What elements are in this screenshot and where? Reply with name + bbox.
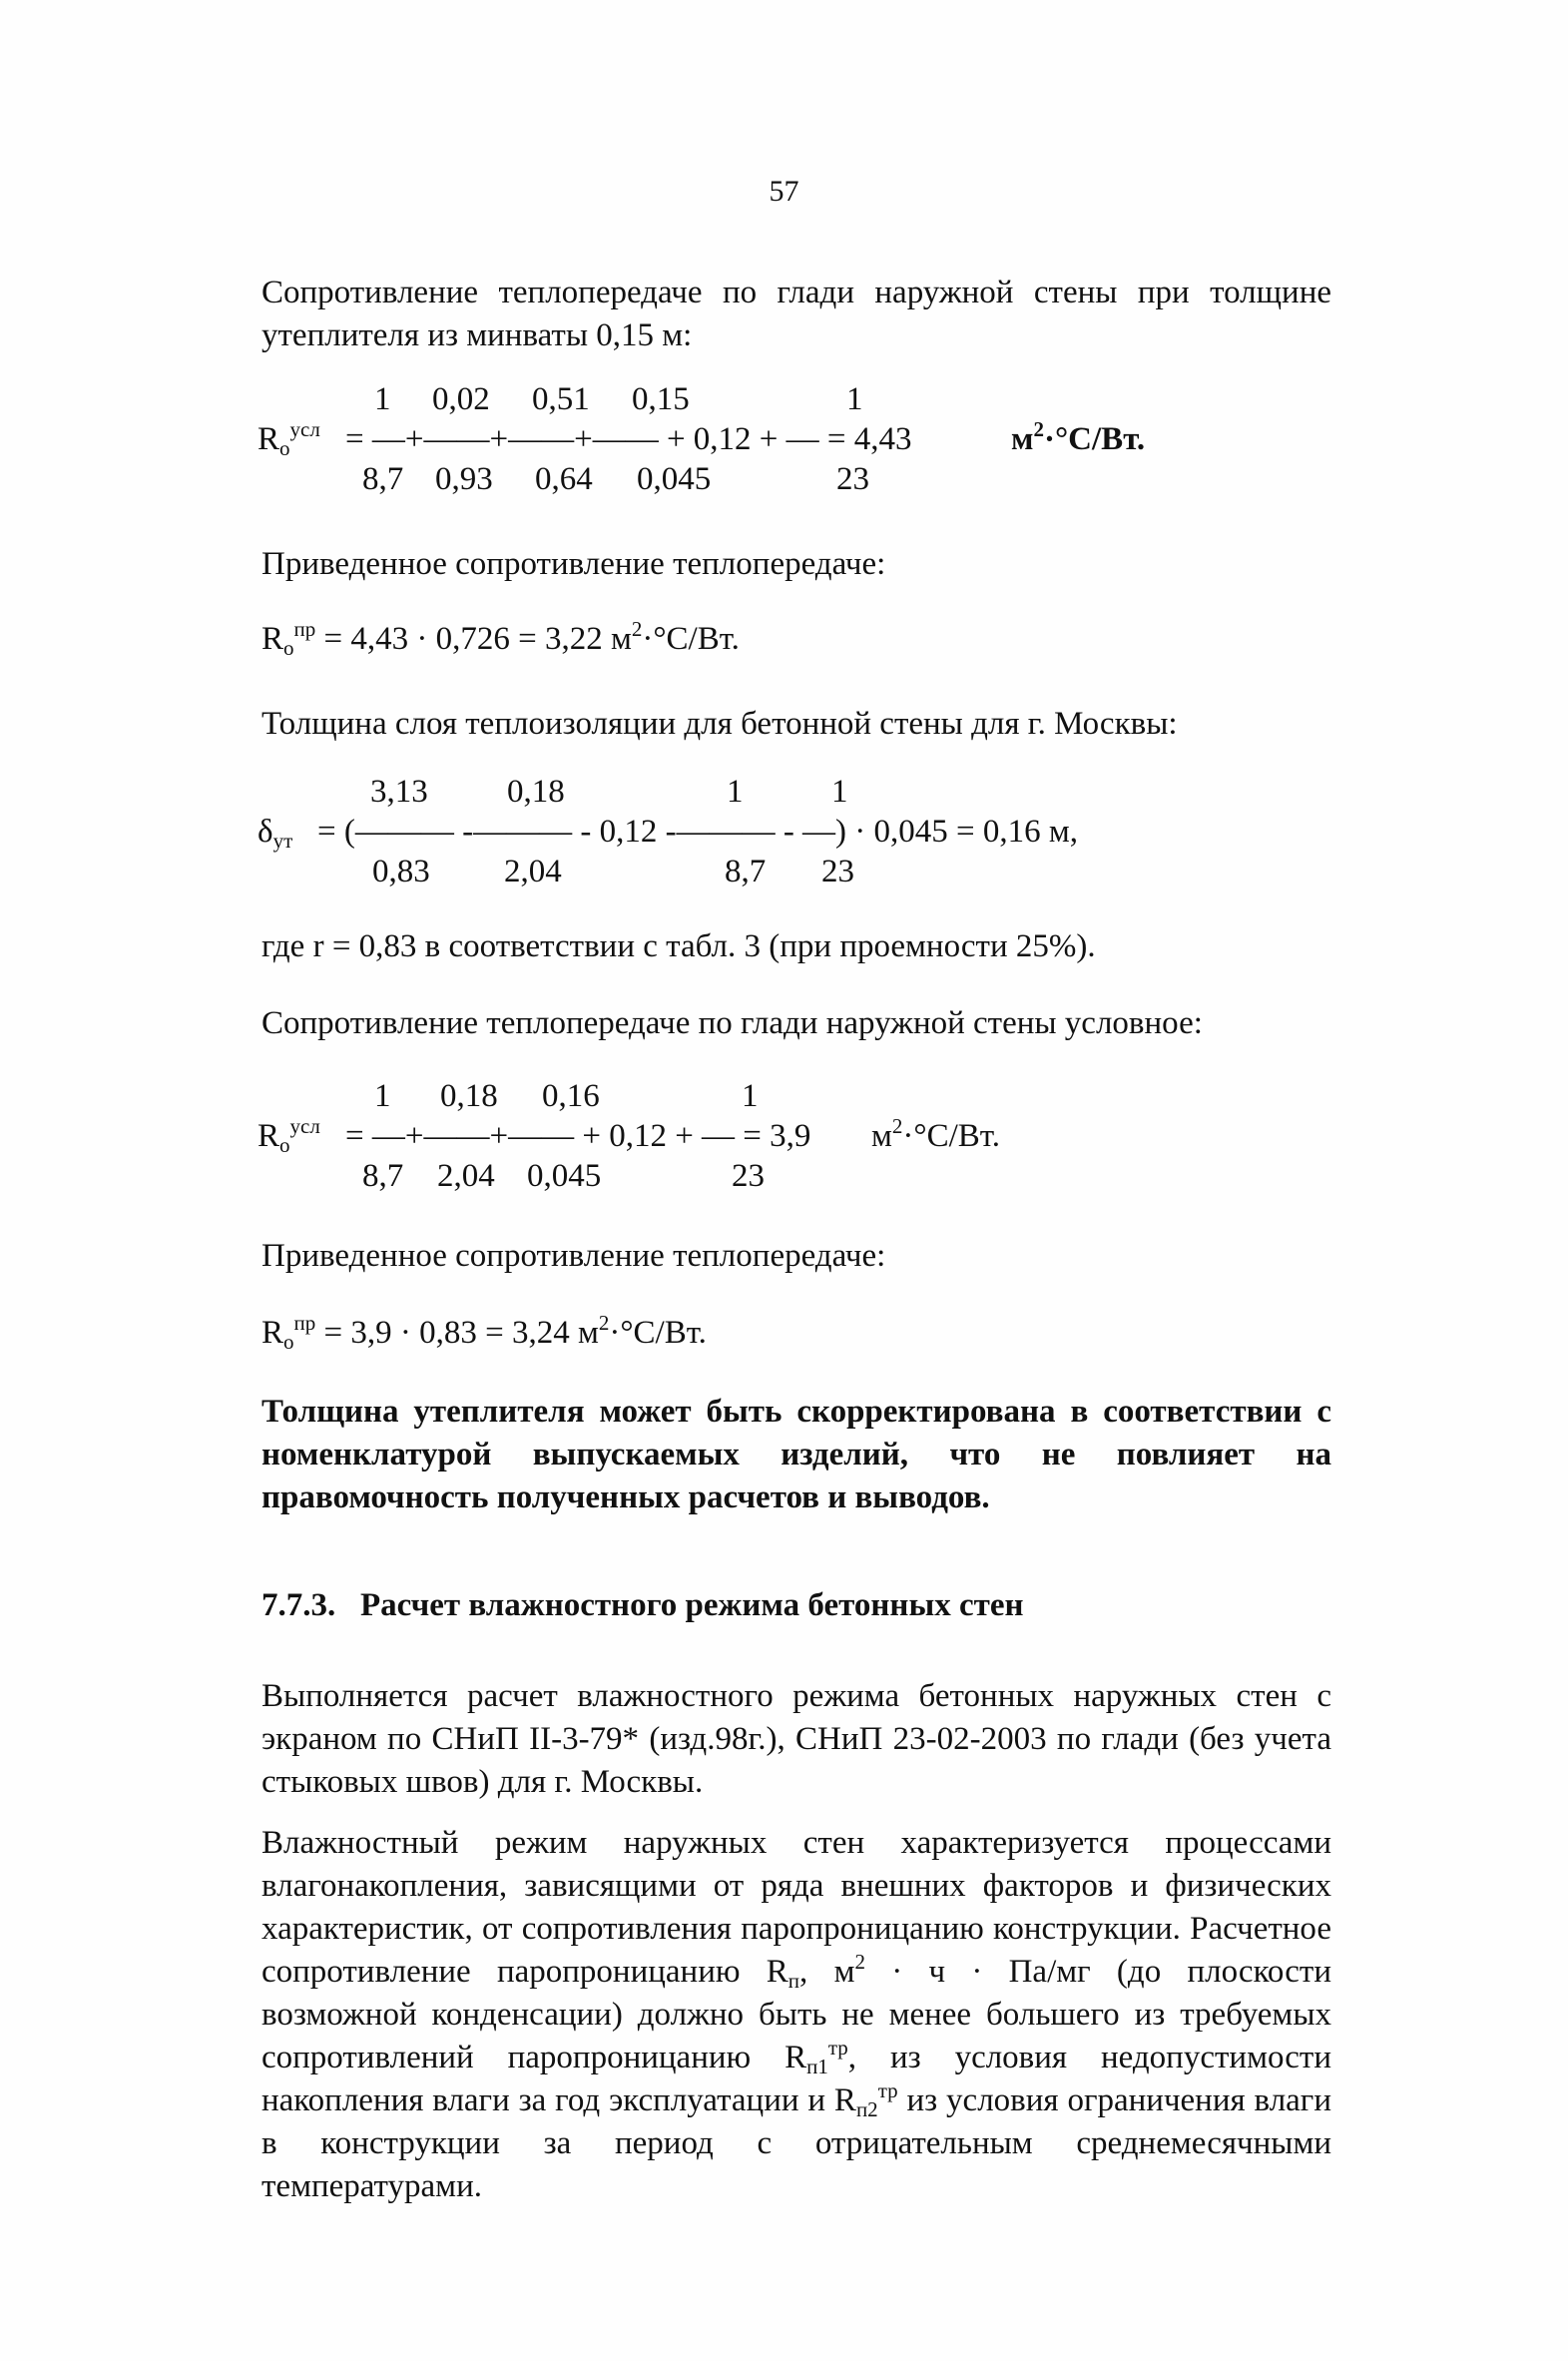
eq3-den-1: 0,83 (372, 854, 430, 889)
eq4-unit: $м^2\cdot^\circ С/Вт$. (871, 1114, 1000, 1154)
eq4-num-3: 0,16 (542, 1078, 600, 1114)
eq3-den-4: 23 (821, 854, 854, 889)
eq3-den-2: 2,04 (504, 854, 562, 889)
eq1-num-4: 0,15 (632, 381, 690, 417)
paragraph-9: Влажностный режим наружных стен характеризуется процессами влагонакопления, зависящими от ряда внешних факторов и физических характеристик, от сопротивления паропроницанию конструкции. Расчетное сопротивление паропроницанию $R_п$, $м^2 \cdot ч \cdot Па/мг$ (до плоскости возможной конденсации) должно быть не менее большего из требуемых сопротивлений паропроницанию $R_{п1}^{тр}$, из условия недопустимости накопления влаги за год эксплуатации и $R_{п2}^{тр}$ из условия ограничения влаги в конструкции за период с отрицательным среднемесячными температурами. (261, 1825, 1332, 2204)
eq1-den-2: 0,93 (435, 461, 493, 497)
eq1-den-3: 0,64 (535, 461, 593, 497)
paragraph-6: Приведенное сопротивление теплопередаче: (261, 1238, 886, 1274)
eq4-lhs: $R_o^{усл}$ (258, 1114, 320, 1157)
eq1-num-1: 1 (374, 381, 391, 417)
paragraph-7: Толщина утеплителя может быть скорректирована в соответствии с номенклатурой выпускаемых изделий, что не повлияет на правомочность полученных расчетов и выводов. (261, 1394, 1331, 1515)
eq3-operators: = (——— -——— - 0,12 -——— - —) · 0,045 = 0,16 м, (317, 814, 1079, 850)
paragraph-4: где r = 0,83 в соответствии с табл. 3 (при проемности 25%). (261, 928, 1096, 964)
eq1-den-5: 23 (836, 461, 869, 497)
eq1-num-5: 1 (846, 381, 863, 417)
eq1-lhs: $R_o^{усл}$ (258, 417, 320, 460)
page-number: 57 (769, 175, 799, 208)
eq4-den-2: 2,04 (437, 1158, 495, 1194)
equation-r-usl-1 (258, 381, 1156, 511)
eq4-den-3: 0,045 (527, 1158, 602, 1194)
eq3-num-1: 3,13 (370, 774, 428, 810)
eq3-num-3: 1 (727, 774, 744, 810)
eq1-den-4: 0,045 (637, 461, 712, 497)
equation-r-usl-2 (258, 1078, 1156, 1208)
paragraph-1: Сопротивление теплопередаче по глади наружной стены при толщине утеплителя из минваты 0,15 м: (261, 275, 1331, 353)
eq1-operators: = —+——+——+—— + 0,12 + — = 4,43 (345, 421, 912, 457)
section-heading: 7.7.3. Расчет влажностного режима бетонных стен (261, 1587, 1024, 1623)
eq3-den-3: 8,7 (725, 854, 767, 889)
eq4-operators: = —+——+—— + 0,12 + — = 3,9 (345, 1118, 811, 1154)
eq3-num-4: 1 (831, 774, 848, 810)
eq3-lhs: $\delta_{ут}$ (258, 814, 293, 853)
paragraph-3: Толщина слоя теплоизоляции для бетонной стены для г. Москвы: (261, 706, 1178, 742)
eq1-num-3: 0,51 (532, 381, 590, 417)
eq1-num-2: 0,02 (432, 381, 490, 417)
eq4-num-1: 1 (374, 1078, 391, 1114)
eq3-num-2: 0,18 (507, 774, 565, 810)
paragraph-2: Приведенное сопротивление теплопередаче: (261, 546, 886, 582)
paragraph-8: Выполняется расчет влажностного режима бетонных наружных стен с экраном по СНиП II-3-79* (изд.98г.), СНиП 23-02-2003 по глади (без учета стыковых швов) для г. Москвы. (261, 1678, 1331, 1800)
eq4-den-1: 8,7 (362, 1158, 404, 1194)
eq4-den-4: 23 (732, 1158, 765, 1194)
eq4-num-2: 0,18 (440, 1078, 498, 1114)
eq1-unit: $м^2\cdot^\circ С/Вт$. (1011, 417, 1146, 457)
paragraph-5: Сопротивление теплопередаче по глади наружной стены условное: (261, 1005, 1203, 1041)
equation-r-pr-2: $R_o^{пр} = 3,9 \cdot 0,83 = 3,24$ $м^2\cdot^\circ С/Вт$. (261, 1311, 707, 1354)
equation-r-pr-1: $R_o^{пр} = 4,43 \cdot 0,726 = 3,22$ $м^2\cdot^\circ С/Вт$. (261, 617, 740, 660)
eq1-den-1: 8,7 (362, 461, 404, 497)
eq4-num-4: 1 (742, 1078, 759, 1114)
equation-delta-ut (258, 774, 1156, 903)
